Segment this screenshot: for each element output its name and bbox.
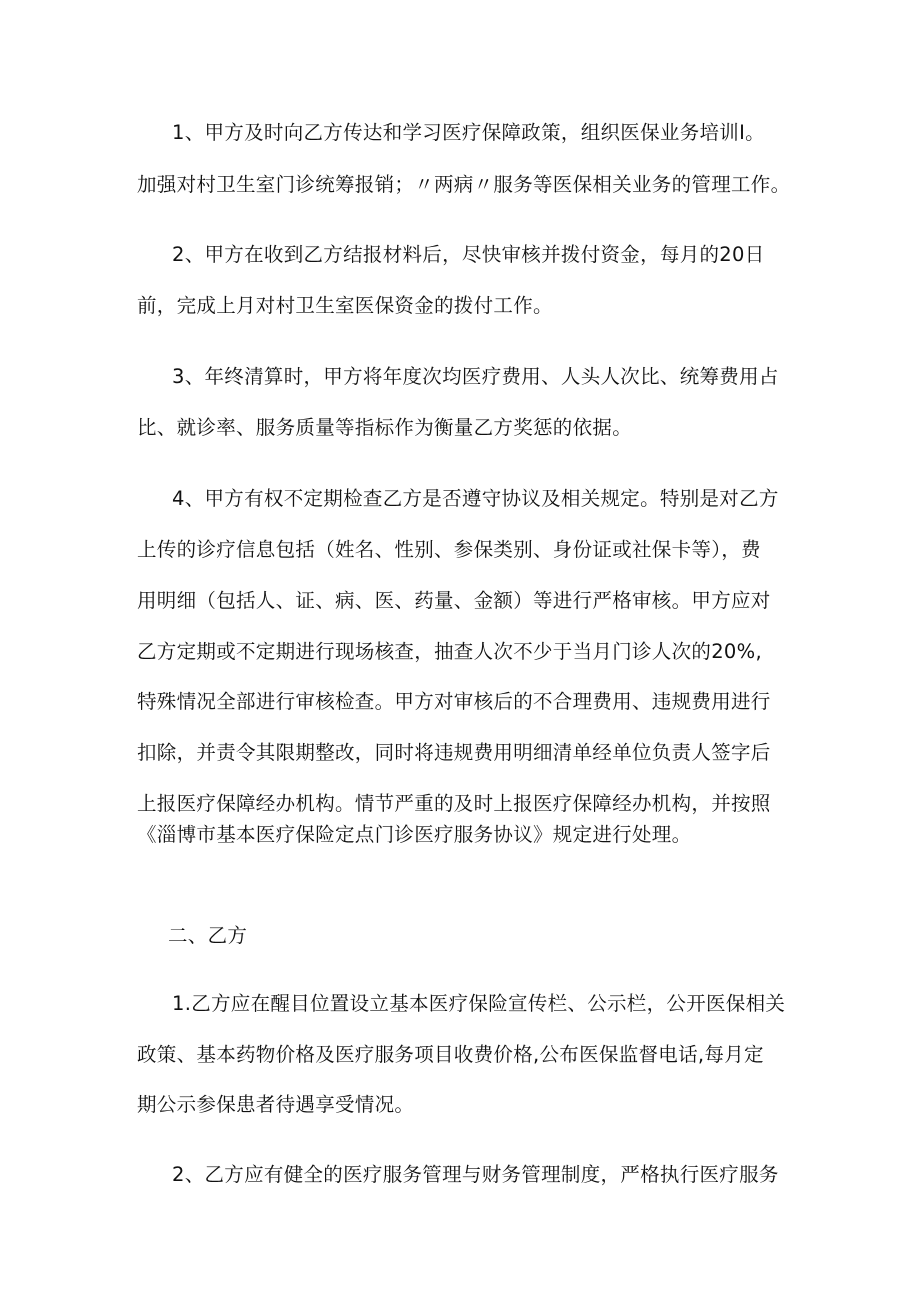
paragraph-b2-line-1: 2、乙方应有健全的医疗服务管理与财务管理制度，严格执行医疗服务 xyxy=(172,1163,779,1186)
paragraph-a4-line-2: 上传的诊疗信息包括（姓名、性别、参保类别、身份证或社保卡等），费 xyxy=(137,538,761,561)
paragraph-a3-line-2: 比、就诊率、服务质量等指标作为衡量乙方奖惩的依据。 xyxy=(137,416,633,439)
paragraph-a2-line-1: 2、甲方在收到乙方结报材料后，尽快审核并拨付资金，每月的20日 xyxy=(172,243,765,266)
paragraph-b1-line-1: 1.乙方应在醒目位置设立基本医疗保险宣传栏、公示栏，公开医保相关 xyxy=(172,992,786,1015)
paragraph-a4-line-8: 《淄博市基本医疗保险定点门诊医疗服务协议》规定进行处理。 xyxy=(137,823,692,846)
paragraph-a4-line-1: 4、甲方有权不定期检查乙方是否遵守协议及相关规定。特别是对乙方 xyxy=(172,487,779,510)
paragraph-a4-line-5: 特殊情况全部进行审核检查。甲方对审核后的不合理费用、违规费用进行 xyxy=(137,690,771,713)
paragraph-a4-line-4: 乙方定期或不定期进行现场核查，抽查人次不少于当月门诊人次的20%, xyxy=(137,640,762,663)
paragraph-a2-line-2: 前，完成上月对村卫生室医保资金的拨付工作。 xyxy=(137,294,553,317)
paragraph-a1-line-1: 1、甲方及时向乙方传达和学习医疗保障政策，组织医保业务培训I。 xyxy=(172,121,765,144)
paragraph-a4-line-3: 用明细（包括人、证、病、医、药量、金额）等进行严格审核。甲方应对 xyxy=(137,589,771,612)
paragraph-b1-line-3: 期公示参保患者待遇享受情况。 xyxy=(137,1093,415,1116)
paragraph-b1-line-2: 政策、基本药物价格及医疗服务项目收费价格,公布医保监督电话,每月定 xyxy=(137,1043,764,1066)
paragraph-a4-line-6: 扣除，并责令其限期整改，同时将违规费用明细清单经单位负责人签字后 xyxy=(137,741,771,764)
paragraph-a4-line-7: 上报医疗保障经办机构。情节严重的及时上报医疗保障经办机构，并按照 xyxy=(137,792,771,815)
section-b-heading: 二、乙方 xyxy=(168,924,248,947)
paragraph-a1-line-2: 加强对村卫生室门诊统筹报销；〃两病〃服务等医保相关业务的管理工作。 xyxy=(137,173,791,196)
paragraph-a3-line-1: 3、年终清算时，甲方将年度次均医疗费用、人头人次比、统筹费用占 xyxy=(172,365,779,388)
